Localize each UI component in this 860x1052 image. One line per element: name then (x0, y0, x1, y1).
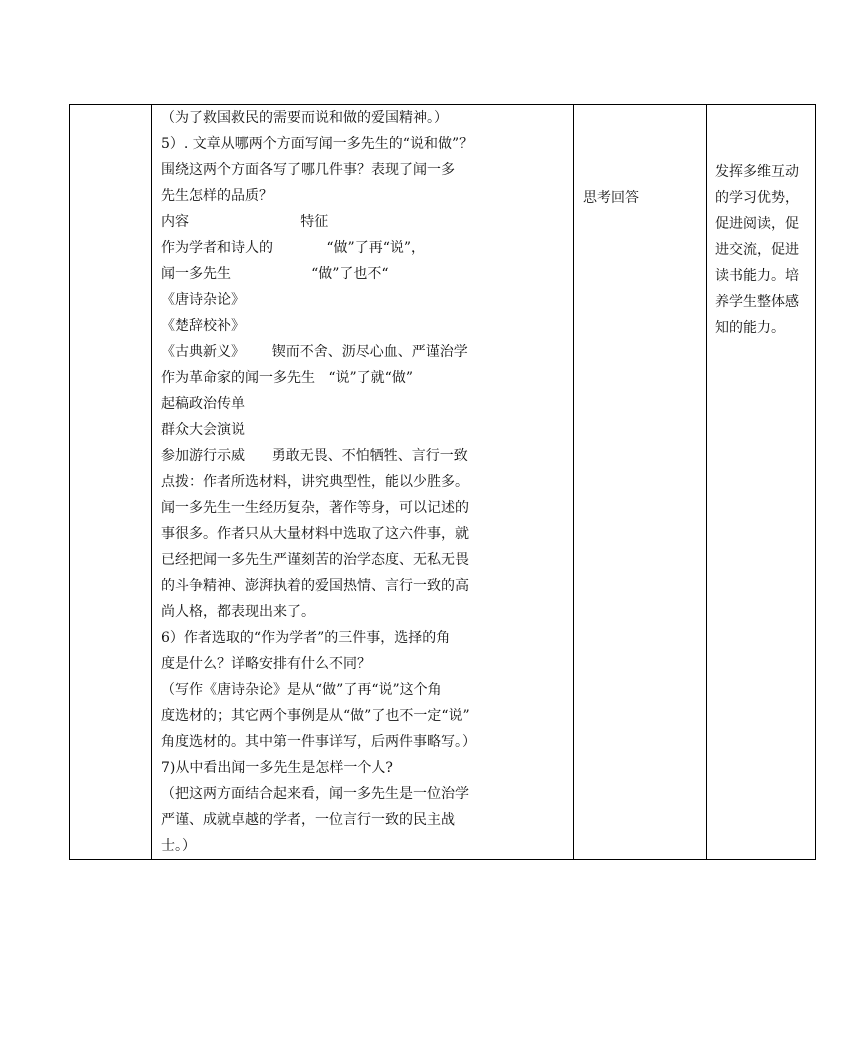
table-row (70, 105, 816, 860)
text-line: 闻一多先生 “做”了也不“ (161, 266, 389, 282)
text-line: 尚人格，都表现出来了。 (161, 604, 315, 620)
student-activity-cell (574, 105, 707, 860)
text-line: 闻一多先生一生经历复杂，著作等身，可以记述的 (161, 500, 469, 516)
text-line: 事很多。作者只从大量材料中选取了这六件事，就 (161, 526, 469, 542)
text-line: 已经把闻一多先生严谨刻苦的治学态度、无私无畏 (161, 552, 469, 568)
text-line: 度选材的；其它两个事例是从“做”了也不一定“说” (161, 708, 470, 724)
intent-line: 发挥多维互动 (715, 164, 799, 180)
text-line: 《楚辞校补》 (161, 318, 245, 334)
intent-line: 读书能力。培 (715, 268, 799, 284)
text-line: 内容 特征 (161, 214, 329, 230)
lesson-plan-table (69, 104, 816, 860)
text-line: 围绕这两个方面各写了哪几件事？表现了闻一多 (161, 162, 455, 178)
design-intent-text (707, 105, 815, 341)
text-line: 度是什么？详略安排有什么不同？ (161, 656, 371, 672)
text-line: 的斗争精神、澎湃执着的爱国热情、言行一致的高 (161, 578, 469, 594)
intent-line: 进交流，促进 (715, 242, 799, 258)
intent-line: 的学习优势， (715, 190, 799, 206)
text-line: （写作《唐诗杂论》是从“做”了再“说”这个角 (161, 682, 442, 698)
text-line: 《唐诗杂论》 (161, 292, 245, 308)
teaching-content-cell (152, 105, 574, 860)
text-line: 先生怎样的品质？ (161, 188, 273, 204)
intent-line: 养学生整体感 (715, 294, 799, 310)
text-line: （为了救国救民的需要而说和做的爱国精神。） (161, 110, 448, 126)
text-line: 7)从中看出闻一多先生是怎样一个人? (161, 760, 393, 776)
text-line: （把这两方面结合起来看，闻一多先生是一位治学 (161, 786, 469, 802)
text-line: 《古典新义》 锲而不舍、沥尽心血、严谨治学 (161, 344, 468, 360)
teaching-content-text (152, 105, 573, 859)
text-line: 起稿政治传单 (161, 396, 245, 412)
intent-line: 促进阅读，促 (715, 216, 799, 232)
intent-line: 知的能力。 (715, 320, 785, 336)
empty-cell (70, 105, 152, 860)
text-line: 6）作者选取的“作为学者”的三件事，选择的角 (161, 630, 451, 646)
text-line: 5）. 文章从哪两个方面写闻一多先生的“说和做”？ (161, 136, 474, 152)
text-line: 群众大会演说 (161, 422, 245, 438)
text-line: 士。） (161, 838, 196, 854)
text-line: 严谨、成就卓越的学者，一位言行一致的民主战 (161, 812, 455, 828)
design-intent-cell (707, 105, 816, 860)
text-line: 作为革命家的闻一多先生 “说”了就“做” (161, 370, 413, 386)
text-line: 点拨：作者所选材料，讲究典型性，能以少胜多。 (161, 474, 469, 490)
text-line: 作为学者和诗人的 “做”了再“说”， (161, 240, 426, 256)
text-line: 参加游行示威 勇敢无畏、不怕牺牲、言行一致 (161, 448, 468, 464)
text-line: 角度选材的。其中第一件事详写，后两件事略写。） (161, 734, 476, 750)
student-activity-text: 思考回答 (583, 190, 639, 206)
